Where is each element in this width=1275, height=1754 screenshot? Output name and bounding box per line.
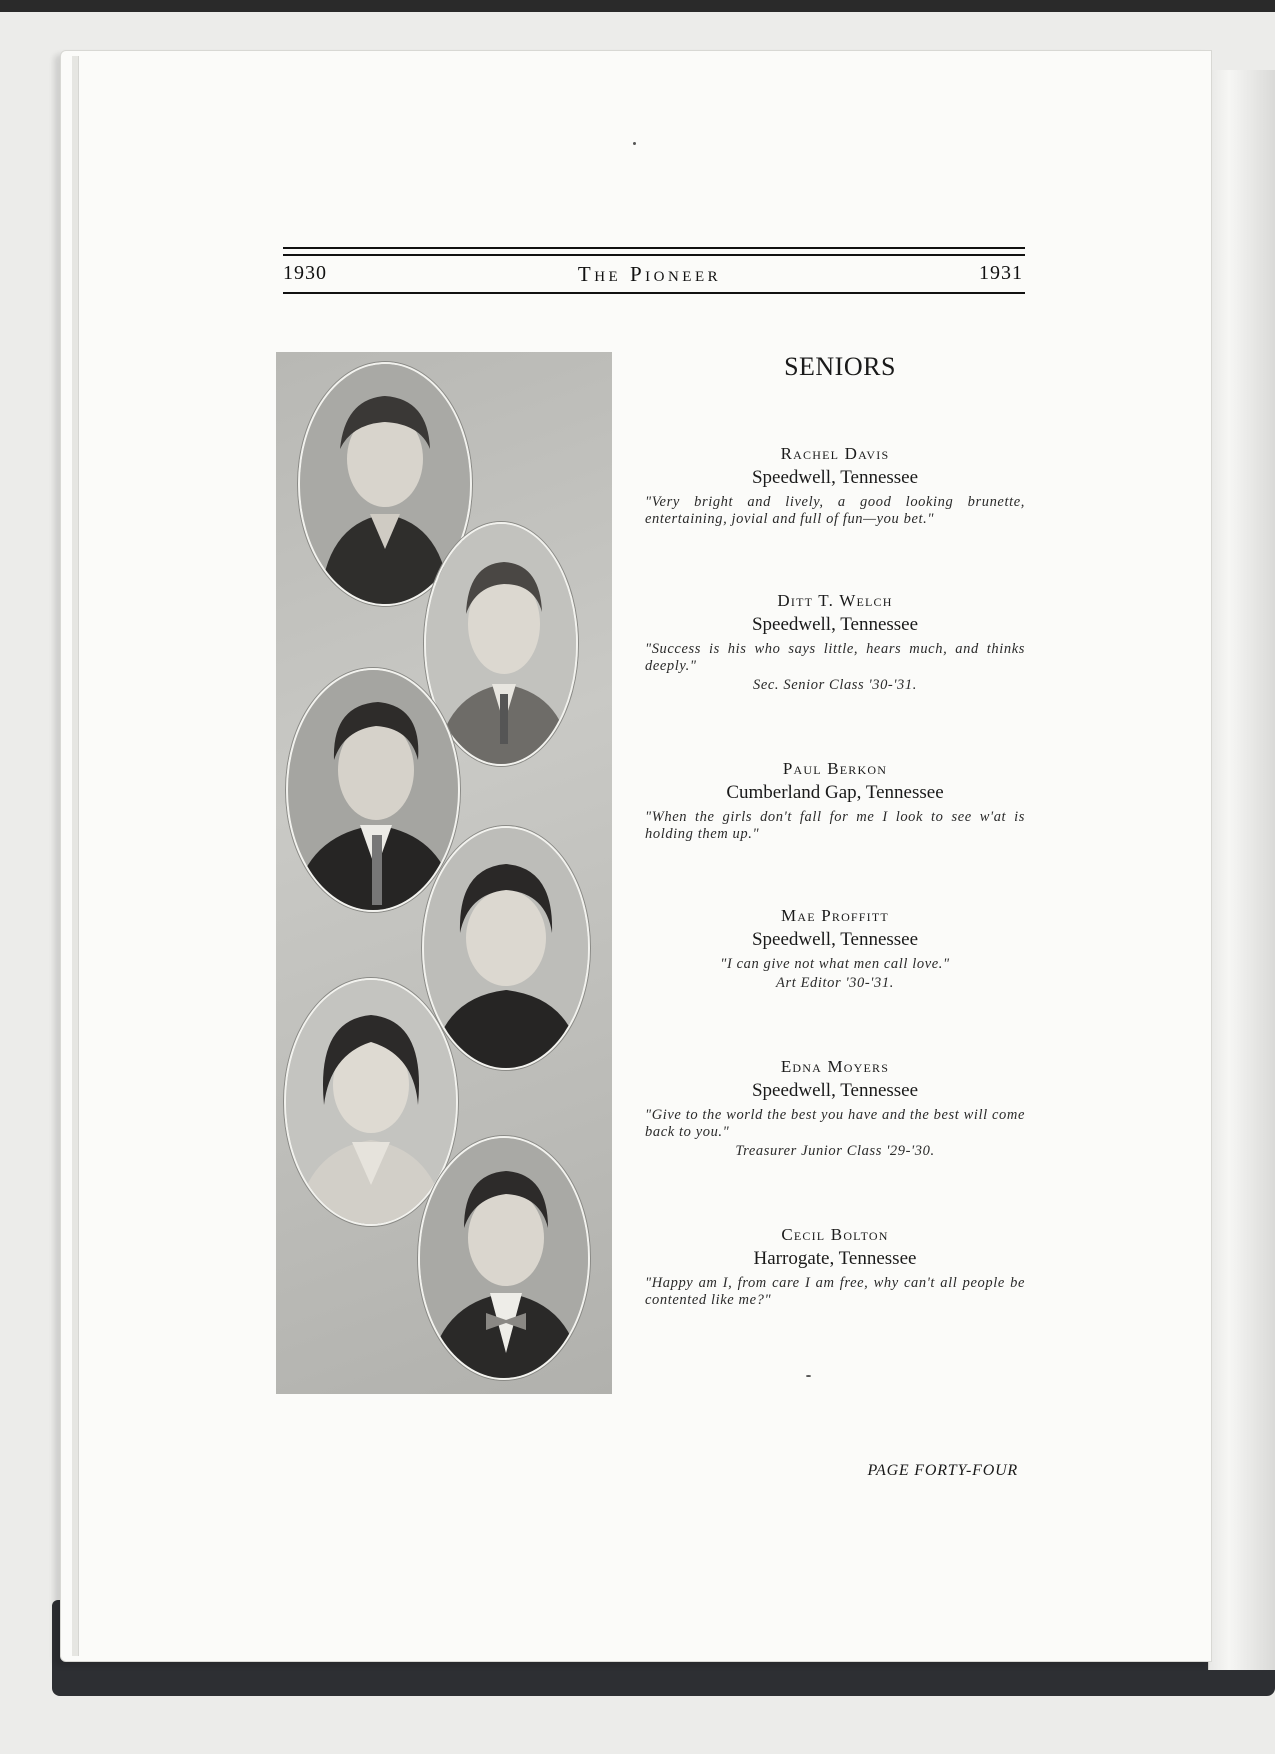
senior-name: Mae Proffitt — [781, 906, 889, 925]
senior-name: Rachel Davis — [780, 444, 890, 463]
portrait-photo — [422, 826, 590, 1070]
senior-entry — [645, 1057, 1025, 1160]
senior-quote: "Very bright and lively, a good looking brunette, entertaining, jovial and full of fun—you bet." — [645, 494, 1025, 527]
header-rule-bottom — [283, 292, 1025, 294]
header-rule-top-second — [283, 254, 1025, 256]
header-year-left: 1930 — [283, 262, 327, 284]
scan-speck — [633, 142, 636, 145]
senior-quote: "When the girls don't fall for me I look to see w'at is holding them up." — [645, 809, 1025, 842]
senior-hometown: Speedwell, Tennessee — [751, 929, 919, 950]
portrait-photo — [286, 668, 460, 912]
page-edge — [72, 56, 79, 1656]
scan-speck — [806, 1375, 811, 1377]
senior-quote: "I can give not what men call love." — [720, 956, 950, 972]
senior-entry — [645, 906, 1025, 992]
scan-top-edge — [0, 0, 1275, 12]
senior-hometown: Speedwell, Tennessee — [751, 614, 919, 635]
senior-entry — [645, 591, 1025, 694]
header-rule-top — [283, 247, 1025, 249]
section-title: SENIORS — [784, 352, 896, 381]
senior-office: Art Editor '30-'31. — [776, 975, 894, 991]
senior-name: Edna Moyers — [780, 1057, 890, 1076]
publication-title-text: The Pioneer — [577, 262, 722, 286]
senior-entry — [645, 444, 1025, 528]
header-year-right: 1931 — [979, 262, 1023, 284]
senior-name: Cecil Bolton — [781, 1225, 889, 1244]
senior-quote: "Happy am I, from care I am free, why can't all people be contented like me?" — [645, 1275, 1025, 1308]
header-publication-title — [0, 262, 1275, 287]
senior-quote: "Success is his who says little, hears much, and thinks deeply." — [645, 641, 1025, 674]
page-number-footer: PAGE FORTY-FOUR — [867, 1462, 1018, 1479]
senior-hometown: Cumberland Gap, Tennessee — [726, 782, 944, 803]
page-stack-right — [1208, 70, 1275, 1670]
senior-office: Sec. Senior Class '30-'31. — [753, 677, 917, 693]
senior-hometown: Speedwell, Tennessee — [751, 1080, 919, 1101]
senior-office: Treasurer Junior Class '29-'30. — [735, 1143, 935, 1159]
senior-entry — [645, 1225, 1025, 1309]
portrait-photo — [418, 1136, 590, 1380]
senior-hometown: Speedwell, Tennessee — [751, 467, 919, 488]
senior-entry — [645, 759, 1025, 843]
senior-name: Paul Berkon — [782, 759, 888, 778]
senior-quote: "Give to the world the best you have and the best will come back to you." — [645, 1107, 1025, 1140]
senior-name: Ditt T. Welch — [777, 591, 893, 610]
senior-photo-panel — [276, 352, 612, 1394]
senior-hometown: Harrogate, Tennessee — [753, 1248, 917, 1269]
